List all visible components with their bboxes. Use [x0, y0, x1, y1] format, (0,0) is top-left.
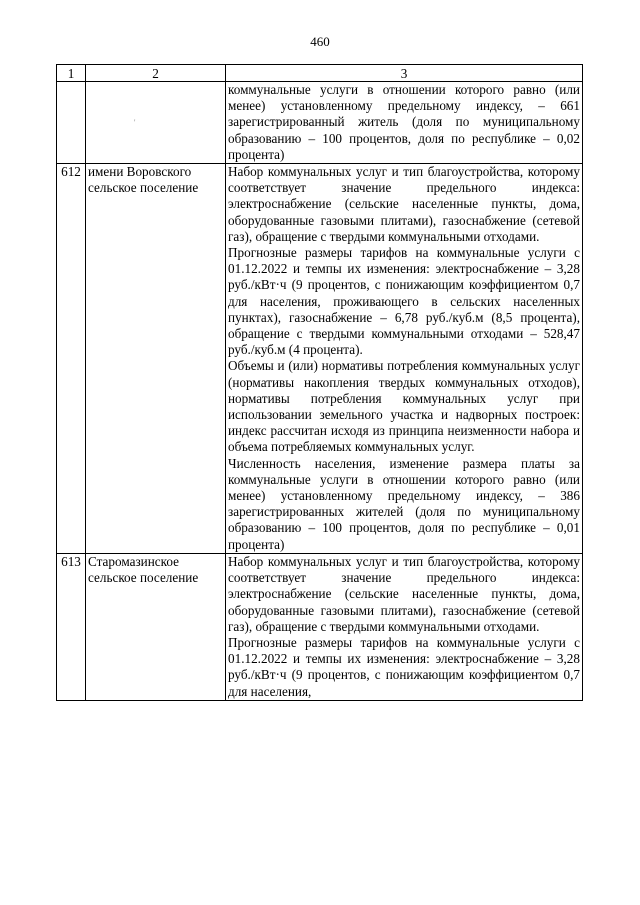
- row-description: [226, 553, 583, 700]
- continuation-number-cell: [57, 82, 86, 164]
- table-header-row: [57, 65, 583, 82]
- header-col-2: 2: [86, 65, 226, 82]
- scan-mark: ': [134, 118, 136, 127]
- row-number: 613: [57, 553, 86, 700]
- continuation-text: [226, 82, 583, 164]
- paragraph-volumes: Объемы и (или) нормативы потребления коммунальных услуг (нормативы накопления твердых коммунальных отходов), нормативы потребления коммунальных услуг при использовании земельного участка и надворных построек: индекс рассчитан исходя из принципа неизменности набора и объема потребляемых коммунальных услуг.: [228, 358, 580, 455]
- table-row: [57, 553, 583, 700]
- paragraph-services-set: Набор коммунальных услуг и тип благоустройства, которому соответствует значение предельного индекса: электроснабжение (сельские населенные пункты, дома, оборудованные газовыми плитами), газоснабжение (сетевой газ), обращение с твердыми коммунальными отходами.: [228, 164, 580, 244]
- paragraph-services-set: Набор коммунальных услуг и тип благоустройства, которому соответствует значение предельного индекса: электроснабжение (сельские населенные пункты, дома, оборудованные газовыми плитами), газоснабжение (сетевой газ), обращение с твердыми коммунальными отходами.: [228, 553, 580, 634]
- header-col-1: 1: [57, 65, 86, 82]
- continuation-name-cell: [86, 82, 226, 164]
- tariff-table: [56, 64, 583, 701]
- continuation-paragraph: коммунальные услуги в отношении которого равно (или менее) установленному предельному индексу, – 661 зарегистрированный житель (доля по муниципальному образованию – 100 процентов, доля по республике – 0,02 процента): [228, 82, 580, 162]
- paragraph-tariffs: Прогнозные размеры тарифов на коммунальные услуги с 01.12.2022 и темпы их изменения: электроснабжение – 3,28 руб./кВт·ч (9 процентов, с понижающим коэффициентом 0,7 для населения,: [228, 634, 580, 699]
- settlement-name: имени Воровского сельское поселение: [86, 164, 226, 554]
- row-number: 612: [57, 164, 86, 554]
- page-number: 460: [310, 34, 330, 49]
- settlement-name: Старомазинское сельское поселение: [86, 553, 226, 700]
- header-col-3: 3: [226, 65, 583, 82]
- table-row: [57, 164, 583, 554]
- row-description: [226, 164, 583, 554]
- paragraph-tariffs: Прогнозные размеры тарифов на коммунальные услуги с 01.12.2022 и темпы их изменения: электроснабжение – 3,28 руб./кВт·ч (9 процентов, с понижающим коэффициентом 0,7 для населения, проживающего в сельских населенных пунктах), газоснабжение – 6,78 руб./куб.м (8,5 процента), обращение с твердыми коммунальными отходами – 528,47 руб./куб.м (4 процента).: [228, 245, 580, 358]
- paragraph-population: Численность населения, изменение размера платы за коммунальные услуги в отношении которого равно (или менее) установленному предельному индексу, – 386 зарегистрированных жителей (доля по муниципальному образованию – 100 процентов, доля по республике – 0,01 процента): [228, 455, 580, 552]
